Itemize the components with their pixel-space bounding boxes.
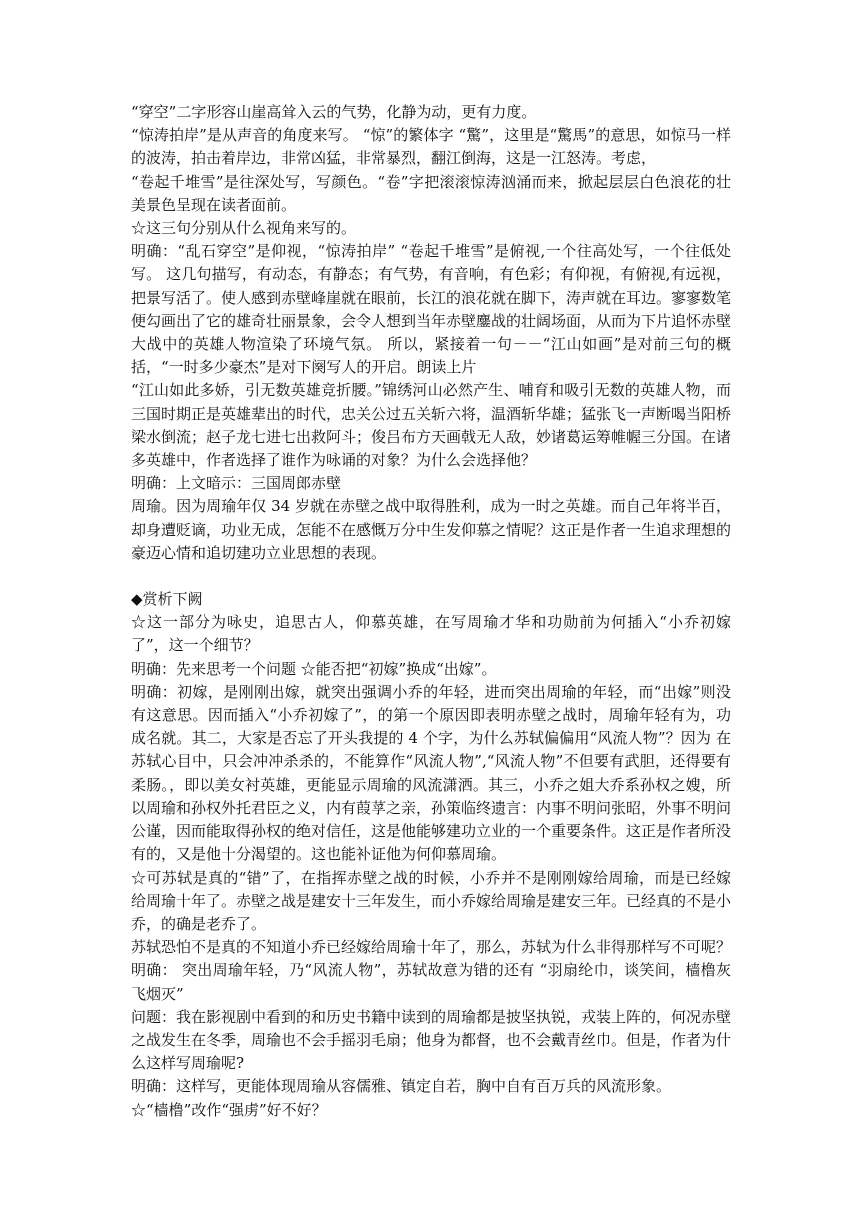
section-heading: ◆赏析下阙: [131, 590, 203, 609]
question-line: ☆这一部分为咏史，追思古人，仰慕英雄，在写周瑜才华和功勋前为何插入“小乔初嫁了”，这一个细节？: [131, 613, 731, 655]
paragraph: 明确：“乱石穿空”是仰视，“惊涛拍岸” “卷起千堆雪”是俯视,一个往高处写，一个往低处写。 这几句描写，有动态，有静态；有气势，有音响，有色彩；有仰视，有俯视,有远视，把景写活了。使人感到赤壁峰崖就在眼前，长江的浪花就在脚下，涛声就在耳边。寥寥数笔便勾画出了它的雄奇壮丽景象，会令人想到当年赤壁鏖战的壮阔场面，从而为下片追怀赤壁大战中的英雄人物渲染了环境气氛。 所以，紧接着一句－－“江山如画”是对前三句的概括，“一时多少豪杰”是对下阕写人的开启。朗读上片: [131, 242, 732, 377]
paragraph: 苏轼恐怕不是真的不知道小乔已经嫁给周瑜十年了，那么，苏轼为什么非得那样写不可呢？: [131, 938, 732, 957]
question-line: ☆可苏轼是真的“错”了，在指挥赤壁之战的时候，小乔并不是刚刚嫁给周瑜，而是已经嫁给周瑜十年了。赤壁之战是建安十三年发生，而小乔嫁给周瑜是建安三年。已经真的不是小乔，的确是老乔了。: [131, 868, 732, 933]
paragraph: 明确：先来思考一个问题 ☆能否把“初嫁”换成“出嫁”。: [131, 659, 497, 678]
paragraph: “惊涛拍岸”是从声音的角度来写。 “惊”的繁体字 “驚”，这里是“驚馬”的意思，如惊马一样的波涛，拍击着岸边，非常凶猛，非常暴烈，翻江倒海，这是一江怒涛。考虑，: [131, 126, 731, 168]
paragraph: “江山如此多娇，引无数英雄竞折腰。”锦绣河山必然产生、哺育和吸引无数的英雄人物，而三国时期正是英雄辈出的时代，忠关公过五关斩六将，温酒斩华雄；猛张飞一声断喝当阳桥梁水倒流；赵子龙七进七出救阿斗；俊吕布方天画戟无人敌，妙诸葛运筹帷幄三分国。在诸多英雄中，作者选择了谁作为咏诵的对象？为什么会选择他？: [131, 381, 732, 470]
paragraph: 明确：初嫁，是刚刚出嫁，就突出强调小乔的年轻，进而突出周瑜的年轻，而“出嫁”则没有这意思。因而插入“小乔初嫁了”，的第一个原因即表明赤壁之战时，周瑜年轻有为，功成名就。其二，大家是否忘了开头我提的 4 个字，为什么苏轼偏偏用“风流人物”？因为 在苏轼心目中，只会冲冲杀杀的，不能算作“风流人物”,“风流人物”不但要有武胆，还得要有柔肠。，即以美女衬英雄，更能显示周瑜的风流潇洒。其三，小乔之姐大乔系孙权之嫂，所以周瑜和孙权外托君臣之义，内有葭莩之亲，孙策临终遗言：内事不明问张昭，外事不明问公谨，因而能取得孙权的绝对信任，这是他能够建功立业的一个重要条件。这正是作者所没有的，又是他十分渴望的。这也能补证他为何仰慕周瑜。: [131, 682, 732, 864]
paragraph: 明确： 突出周瑜年轻，乃“风流人物”，苏轼故意为错的还有 “羽扇纶巾，谈笑间，樯橹灰飞烟灭”: [131, 961, 731, 1003]
paragraph: 周瑜。因为周瑜年仅 34 岁就在赤壁之战中取得胜利，成为一时之英雄。而自己年将半百，却身遭贬谪，功业无成，怎能不在感慨万分中生发仰慕之情呢？这正是作者一生追求理想的豪迈心情和追切建功立业思想的表现。: [131, 497, 732, 562]
paragraph: 问题：我在影视剧中看到的和历史书籍中读到的周瑜都是披坚执锐，戎装上阵的，何况赤壁之战发生在冬季，周瑜也不会手摇羽毛扇；他身为都督，也不会戴青丝巾。但是，作者为什么这样写周瑜呢?: [131, 1007, 732, 1073]
paragraph: “穿空”二字形容山崖高耸入云的气势，化静为动，更有力度。: [131, 103, 537, 121]
question-line: ☆这三句分别从什么视角来写的。: [131, 219, 357, 238]
paragraph: 明确：这样写，更能体现周瑜从容儒雅、镇定自若，胸中自有百万兵的风流形象。: [131, 1077, 672, 1096]
section-spacer: [131, 565, 731, 588]
question-line: ☆“樯橹”改作“强虏”好不好？: [131, 1100, 327, 1119]
paragraph: 明确：上文暗示：三国周郎赤壁: [131, 474, 342, 493]
paragraph: “卷起千堆雪”是往深处写，写颜色。“卷”字把滚滚惊涛汹涌而来，掀起层层白色浪花的壮美景色呈现在读者面前。: [131, 172, 731, 214]
document-body: [131, 101, 731, 1122]
